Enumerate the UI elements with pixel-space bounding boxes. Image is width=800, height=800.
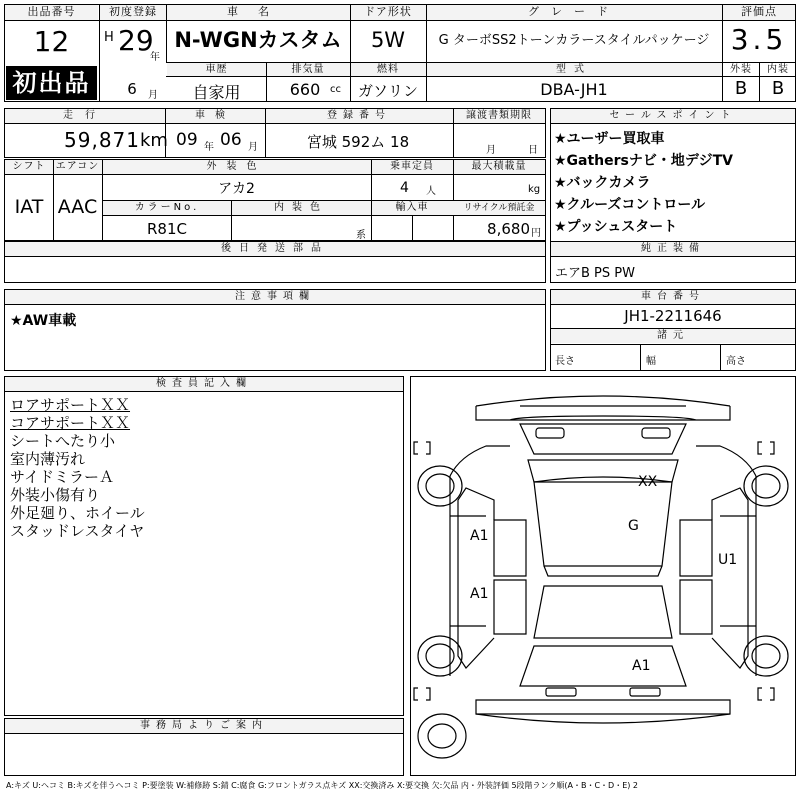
door-type: 5W <box>370 28 406 52</box>
inspection-label: 車検 <box>195 110 235 121</box>
seats-unit: 人 <box>426 186 436 197</box>
selling-point-item: ★バックカメラ <box>554 175 651 191</box>
car-name: N-WGNカスタム <box>174 28 342 52</box>
model: DBA-JH1 <box>540 80 608 99</box>
mileage-unit: km <box>140 130 168 151</box>
lot-number: 12 <box>33 25 70 58</box>
damage-mark: XX <box>638 474 658 490</box>
damage-mark: A1 <box>632 658 651 674</box>
inspector-line: ロアサポートＸＸ <box>10 396 131 414</box>
length-label: 長さ <box>555 356 575 367</box>
shift-label: シフト <box>12 161 46 172</box>
transfer-month-unit: 月 <box>486 145 496 156</box>
shift: IAT <box>14 196 44 218</box>
seats-label: 乗車定員 <box>390 161 434 172</box>
aircon-label: エアコン <box>55 161 100 172</box>
fuel: ガソリン <box>357 82 418 100</box>
inspector-line: サイドミラーＡ <box>10 468 114 486</box>
seats: 4 <box>400 180 409 196</box>
inspector-line: 外足廻り、ホイール <box>10 504 145 522</box>
chassis-number: JH1-2211646 <box>624 307 722 325</box>
inspector-line: コアサポートＸＸ <box>10 414 131 432</box>
era: H <box>104 30 114 45</box>
inspector-line: シートへたり小 <box>10 432 116 450</box>
selling-point-item: ★プッシュスタート <box>554 219 678 235</box>
width-label: 幅 <box>646 356 656 367</box>
displacement-label: 排気量 <box>291 64 325 75</box>
selling-point-item: ★Gathersナビ・地デジTV <box>554 153 733 169</box>
selling-points-label: セールスポイント <box>609 110 737 121</box>
chassis-label: 車台番号 <box>641 291 705 302</box>
interior-color-label: 内装色 <box>274 202 328 213</box>
door-label: ドア形状 <box>364 5 412 18</box>
caution-value: ★AW車載 <box>10 313 77 329</box>
recycle-fee: 8,680 <box>487 220 530 238</box>
ext-score-label: 外装 <box>730 64 752 75</box>
inspection-year: 09 <box>176 130 198 150</box>
color-number: R81C <box>147 220 187 238</box>
score: 3.5 <box>730 23 788 56</box>
car-diagram <box>410 376 796 776</box>
exterior-color-label: 外装色 <box>206 161 267 172</box>
inspection-year-unit: 年 <box>204 142 214 153</box>
load-unit: kg <box>528 184 541 195</box>
ext-score: B <box>734 78 748 99</box>
first-listing-text: 初出品 <box>12 69 91 97</box>
caution-label: 注意事項欄 <box>235 291 315 302</box>
aircon: AAC <box>57 196 98 218</box>
later-parts-label: 後日発送部品 <box>221 243 329 254</box>
transfer-day-unit: 日 <box>528 145 538 156</box>
damage-mark: A1 <box>470 528 489 544</box>
equipment-label: 純正装備 <box>641 243 705 254</box>
recycle-label: リサイクル預託金 <box>463 203 535 213</box>
lot-label: 出品番号 <box>27 5 76 18</box>
office-label: 事務局よりご案内 <box>140 720 268 731</box>
first-listing-badge <box>6 66 97 100</box>
interior-color-unit: 系 <box>356 230 366 241</box>
displacement-unit: cc <box>330 84 341 95</box>
mileage: 59,871 <box>64 128 140 152</box>
damage-mark: G <box>628 518 639 534</box>
max-load-label: 最大積載量 <box>471 161 527 172</box>
mileage-label: 走行 <box>63 110 107 121</box>
registration-number: 宮城 592ム 18 <box>306 133 410 151</box>
selling-point-item: ★クルーズコントロール <box>554 197 706 213</box>
month-unit: 月 <box>148 90 158 101</box>
dims-label: 諸元 <box>657 330 689 341</box>
height-label: 高さ <box>726 356 746 367</box>
first-reg-year: 29 <box>118 24 154 57</box>
int-score-label: 内装 <box>767 64 789 75</box>
inspector-line: 外装小傷有り <box>10 486 101 504</box>
inspection-month-unit: 月 <box>248 142 258 153</box>
inspector-line: スタッドレスタイヤ <box>10 522 145 540</box>
history-label: 車歴 <box>205 64 228 75</box>
car-name-label: 車名 <box>227 5 289 18</box>
history: 自家用 <box>192 83 241 102</box>
transfer-deadline-label: 譲渡書類期限 <box>466 110 532 121</box>
first-registration-label: 初度登録 <box>109 5 157 18</box>
first-reg-month: 6 <box>127 80 137 98</box>
fuel-label: 燃料 <box>377 64 399 75</box>
score-label: 評価点 <box>741 5 777 18</box>
color-number-label: カラーNo. <box>134 202 200 213</box>
displacement: 660 <box>289 80 321 99</box>
recycle-unit: 円 <box>531 228 541 239</box>
grade: G ターボSS2トーンカラースタイルパッケージ <box>438 33 710 48</box>
legend: A:キズ U:ヘコミ B:キズを伴うヘコミ P:要塗装 W:補修跡 S:錆 C:腐食 G:フロントガラス点キズ XX:交換済み X:要交換 欠:欠品 内・外装評価 5段階ランク順(A・B・C・D・E) 2 <box>6 781 639 790</box>
grade-label: グレード <box>528 5 620 18</box>
selling-point-item: ★ユーザー買取車 <box>554 131 665 147</box>
exterior-color: アカ2 <box>218 181 255 197</box>
inspector-label: 検査員記入欄 <box>156 378 252 389</box>
year-unit: 年 <box>150 52 160 63</box>
inspector-line: 室内薄汚れ <box>10 450 86 468</box>
inspection-month: 06 <box>220 130 242 150</box>
int-score: B <box>771 78 785 99</box>
damage-mark: U1 <box>718 552 738 568</box>
registration-label: 登録番号 <box>327 110 391 121</box>
damage-mark: A1 <box>470 586 489 602</box>
equipment-value: エアB PS PW <box>555 266 635 281</box>
import-label: 輸入車 <box>395 202 429 213</box>
model-label: 型式 <box>556 64 592 75</box>
